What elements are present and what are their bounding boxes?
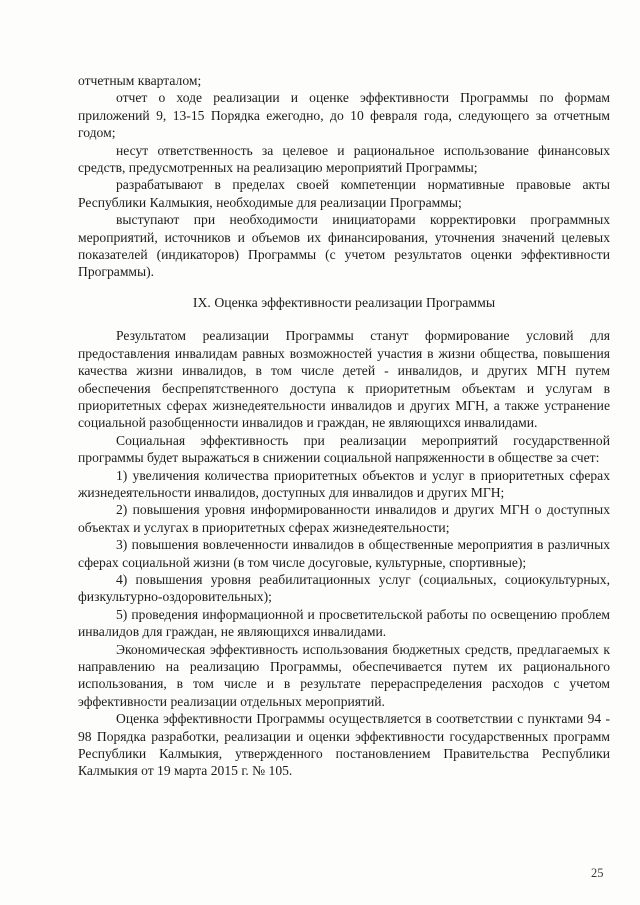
list-item: 5) проведения информационной и просветительской работы по освещению проблем инвалидов для граждан, не являющихся инвалидами. <box>78 606 610 640</box>
page-number: 25 <box>591 866 604 880</box>
paragraph: отчетным кварталом; <box>78 73 202 88</box>
section-heading: IX. Оценка эффективности реализации Программы <box>192 294 496 310</box>
list-item: 1) увеличения количества приоритетных объектов и услуг в приоритетных сферах жизнедеятельности инвалидов, доступных для инвалидов и других МГН; <box>78 467 610 500</box>
paragraph: Результатом реализации Программы станут формирование условий для предоставления инвалидам равных возможностей участия в жизни общества, повышения качества жизни инвалидов, в том числе детей - инвалидов, и других МГН путем обеспечения беспрепятственного доступа к приоритетным объектам и услугам в приоритетных сферах жизнедеятельности инвалидов и других МГН, а также устранение социальной разобщенности инвалидов и граждан, не являющихся инвалидами. <box>78 328 610 431</box>
paragraph: Социальная эффективность при реализации мероприятий государственной программы будет выражаться в снижении социальной напряженности в обществе за счет: <box>78 432 610 466</box>
paragraph: отчет о ходе реализации и оценке эффективности Программы по формам приложений 9, 13-15 Порядка ежегодно, до 10 февраля года, следующего за отчетным годом; <box>78 90 610 141</box>
paragraph: Оценка эффективности Программы осуществляется в соответствии с пунктами 94 - 98 Порядка разработки, реализации и оценки эффективности государственных программ Республики Калмыкия, утвержденного постановлением Правительства Республики Калмыкия от 19 марта 2015 г. № 105. <box>78 711 610 779</box>
list-item: 3) повышения вовлеченности инвалидов в общественные мероприятия в различных сферах социальной жизни (в том числе досуговые, культурные, спортивные); <box>78 537 610 570</box>
list-item: 2) повышения уровня информированности инвалидов и других МГН о доступных объектах и услугах в приоритетных сферах жизнедеятельности; <box>78 502 610 535</box>
document-body <box>78 72 610 780</box>
paragraph: Экономическая эффективность использования бюджетных средств, предлагаемых к направлению на реализацию Программы, обеспечивается путем их рационального использования, в том числе и в результате перераспределения расходов с учетом эффективности реализации отдельных мероприятий. <box>78 641 610 709</box>
paragraph: несут ответственность за целевое и рациональное использование финансовых средств, предусмотренных на реализацию мероприятий Программы; <box>78 142 610 176</box>
paragraph: выступают при необходимости инициаторами корректировки программных мероприятий, источников и объемов их финансирования, уточнения значений целевых показателей (индикаторов) Программы (с учетом результатов оценки эффективности Программы). <box>78 212 610 280</box>
list-item: 4) повышения уровня реабилитационных услуг (социальных, социокультурных, физкультурно-оздоровительных); <box>78 571 610 605</box>
paragraph: разрабатывают в пределах своей компетенции нормативные правовые акты Республики Калмыкия, необходимые для реализации Программы; <box>78 177 610 210</box>
